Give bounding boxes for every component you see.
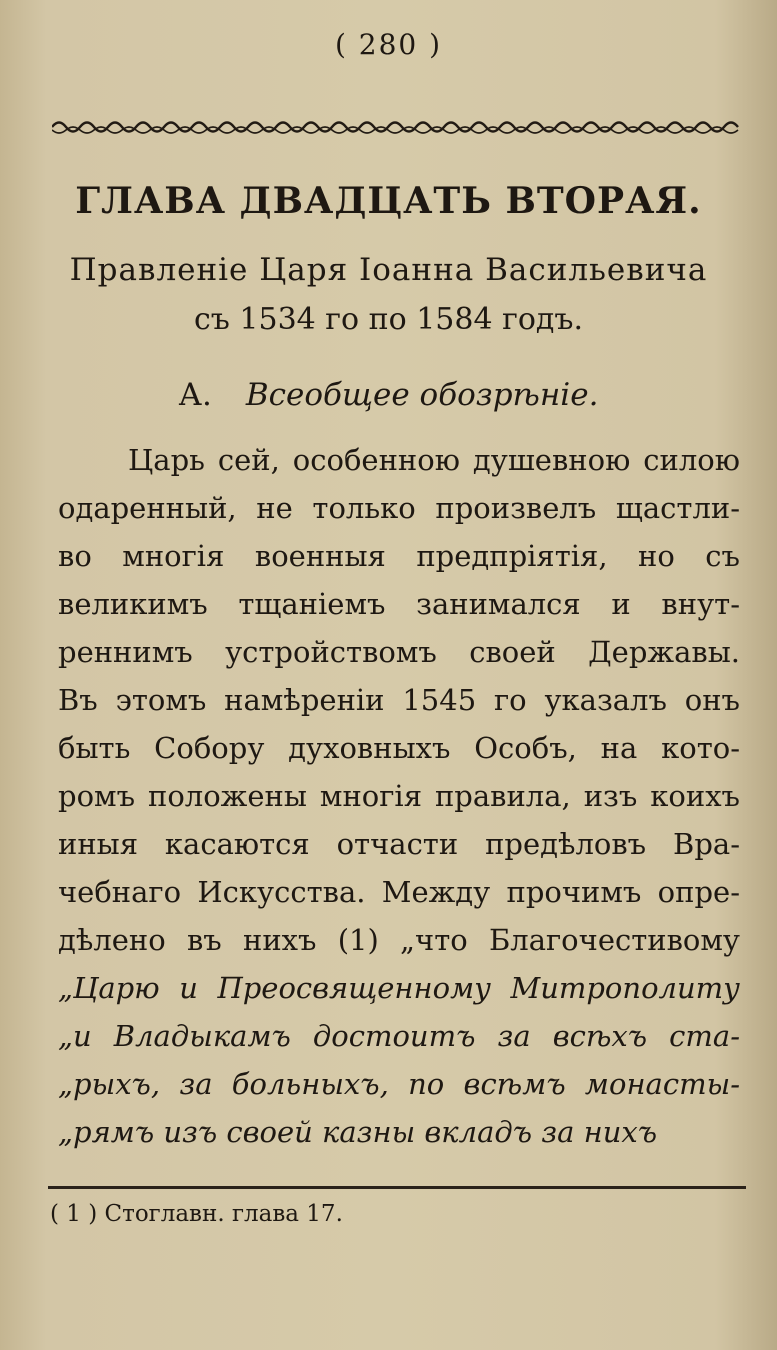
body-line: одаренный, не только произвелъ щастли- [58, 491, 740, 525]
section-label: А. [178, 377, 212, 413]
ornamental-rule [52, 116, 742, 138]
section-title: Всеобщее обозрѣніе. [245, 377, 599, 413]
reign-title-line-1: Правленіе Царя Іоанна Васильевича [69, 252, 708, 288]
body-line: великимъ тщаніемъ занимался и внут- [58, 587, 740, 621]
body-line: иныя касаются отчасти предѣловъ Вра- [58, 827, 740, 861]
body-line: чебнаго Искусства. Между прочимъ опре- [58, 875, 740, 909]
section-heading [0, 377, 777, 413]
body-line: дѣлено въ нихъ (1) „что Благочестивому [58, 923, 740, 957]
body-line-quote: „рямъ изъ своей казны вкладъ за нихъ [58, 1115, 658, 1149]
body-line: во многія военныя предпріятія, но съ [58, 539, 740, 573]
footnote: ( 1 ) Стоглавн. глава 17. [50, 1201, 343, 1227]
body-line: ромъ положены многія правила, изъ коихъ [58, 779, 740, 813]
body-line-quote: „Царю и Преосвященному Митрополиту [58, 971, 740, 1005]
chapter-title: ГЛАВА ДВАДЦАТЬ ВТОРАЯ. [75, 180, 702, 222]
body-line-quote: „и Владыкамъ достоитъ за всѣхъ ста- [58, 1019, 740, 1053]
page-number: ( 280 ) [334, 28, 443, 61]
body-line-quote: „рыхъ, за больныхъ, по всѣмъ монасты- [58, 1067, 740, 1101]
body-line: реннимъ устройствомъ своей Державы. [58, 635, 740, 669]
footnote-divider [48, 1186, 746, 1189]
body-line: Царь сей, особенною душевною силою [128, 443, 740, 477]
body-line: Въ этомъ намѣреніи 1545 го указалъ онъ [58, 683, 740, 717]
body-line: быть Собору духовныхъ Особъ, на кото- [58, 731, 740, 765]
reign-title-line-2: съ 1534 го по 1584 годъ. [194, 302, 583, 337]
